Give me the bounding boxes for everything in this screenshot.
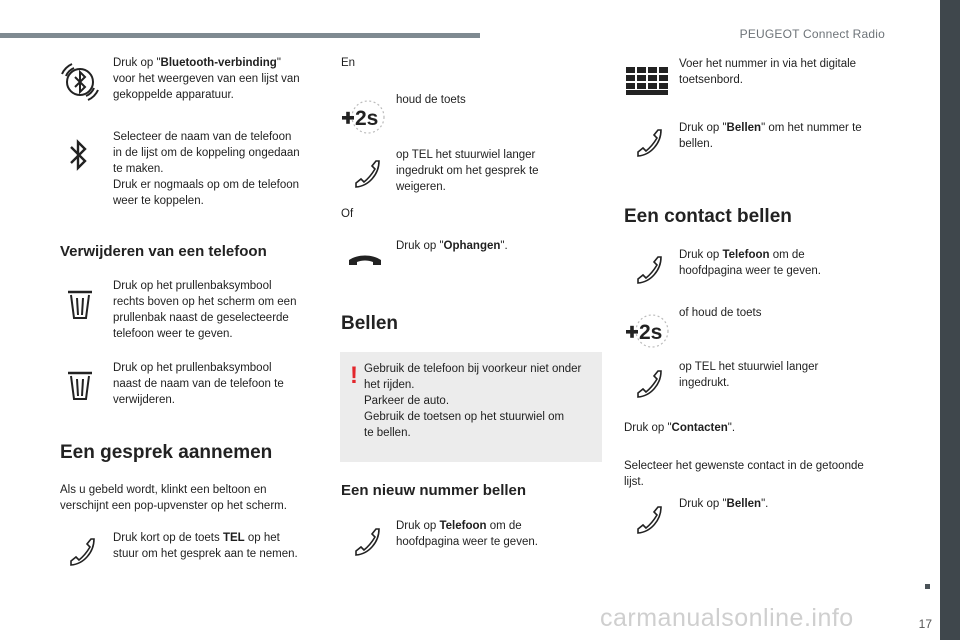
phone-handset-icon	[634, 256, 662, 286]
trash-icon	[66, 289, 94, 321]
reject-tel-text: op TEL het stuurwiel langer ingedrukt om het gesprek te weigeren.	[396, 149, 539, 193]
incoming-call-text: Als u gebeld wordt, klinkt een beltoon en verschijnt een pop-upvenster op het scherm.	[60, 484, 287, 512]
notice-text: Gebruik de telefoon bij voorkeur niet onder het rijden. Parkeer de auto. Gebruik de toetsen op het stuurwiel om te bellen.	[364, 363, 582, 439]
phone-handset-icon	[67, 538, 95, 568]
hold-key-text-2: of houd de toets	[679, 307, 762, 319]
phone-handset-icon	[634, 370, 662, 400]
hold-2s-icon	[340, 97, 386, 137]
watermark: carmanualsonline.info	[600, 604, 854, 632]
phone-home-text: Druk op Telefoon om de hoofdpagina weer te geven.	[679, 249, 821, 277]
page-number: 17	[918, 617, 932, 631]
keypad-icon	[626, 67, 668, 95]
new-number-text: Druk op Telefoon om de hoofdpagina weer te geven.	[396, 520, 538, 548]
call-heading: Bellen	[341, 313, 399, 334]
bluetooth-connect-icon	[58, 60, 102, 104]
hold-2s-icon	[624, 311, 670, 351]
safety-notice	[340, 352, 602, 462]
brand-title: PEUGEOT Connect Radio	[739, 27, 885, 41]
answer-call-heading: Een gesprek aannemen	[60, 442, 273, 463]
header-bar	[0, 33, 480, 38]
contacts-text: Druk op "Contacten".	[624, 422, 736, 434]
phone-handset-icon	[352, 160, 380, 190]
svg-text:2s: 2s	[355, 107, 379, 130]
bluetooth-icon	[68, 138, 88, 172]
contact-call-heading: Een contact bellen	[624, 206, 792, 227]
tel-hold-text: op TEL het stuurwiel langer ingedrukt.	[679, 361, 819, 389]
answer-tel-text: Druk kort op de toets TEL op het stuur om het gesprek aan te nemen.	[113, 532, 298, 560]
bluetooth-connect-text: Druk op "Bluetooth-verbinding" voor het weergeven van een lijst van gekoppelde apparatuur.	[113, 57, 300, 101]
remove-phone-heading: Verwijderen van een telefoon	[60, 243, 267, 260]
keypad-text: Voer het nummer in via het digitale toetsenbord.	[679, 58, 857, 86]
side-tab	[940, 0, 960, 640]
final-call-text: Druk op "Bellen".	[679, 498, 769, 510]
en-label: En	[341, 57, 356, 69]
select-contact-text: Selecteer het gewenste contact in de getoonde lijst.	[624, 460, 864, 488]
trash-text-2: Druk op het prullenbaksymbool naast de naam van de telefoon te verwijderen.	[113, 362, 284, 406]
warning-icon: !	[350, 362, 358, 389]
svg-text:2s: 2s	[639, 321, 663, 344]
hang-up-icon	[348, 254, 382, 268]
hangup-text: Druk op "Ophangen".	[396, 240, 508, 252]
hold-key-text: houd de toets	[396, 94, 466, 106]
trash-text-1: Druk op het prullenbaksymbool rechts boven op het scherm om een prullenbak naast de geselecteerde telefoon weer te geven.	[113, 280, 297, 340]
phone-handset-icon	[634, 506, 662, 536]
continue-marker	[925, 584, 930, 589]
of-label: Of	[341, 208, 354, 220]
phone-handset-icon	[352, 528, 380, 558]
trash-icon-2	[66, 370, 94, 402]
call-number-text: Druk op "Bellen" om het nummer te bellen.	[679, 122, 862, 150]
new-number-heading: Een nieuw nummer bellen	[341, 482, 527, 499]
phone-handset-icon	[634, 129, 662, 159]
unpair-instructions: Selecteer de naam van de telefoon in de lijst om de koppeling ongedaan te maken. Druk er nogmaals op om de telefoon weer te koppelen.	[113, 131, 300, 207]
